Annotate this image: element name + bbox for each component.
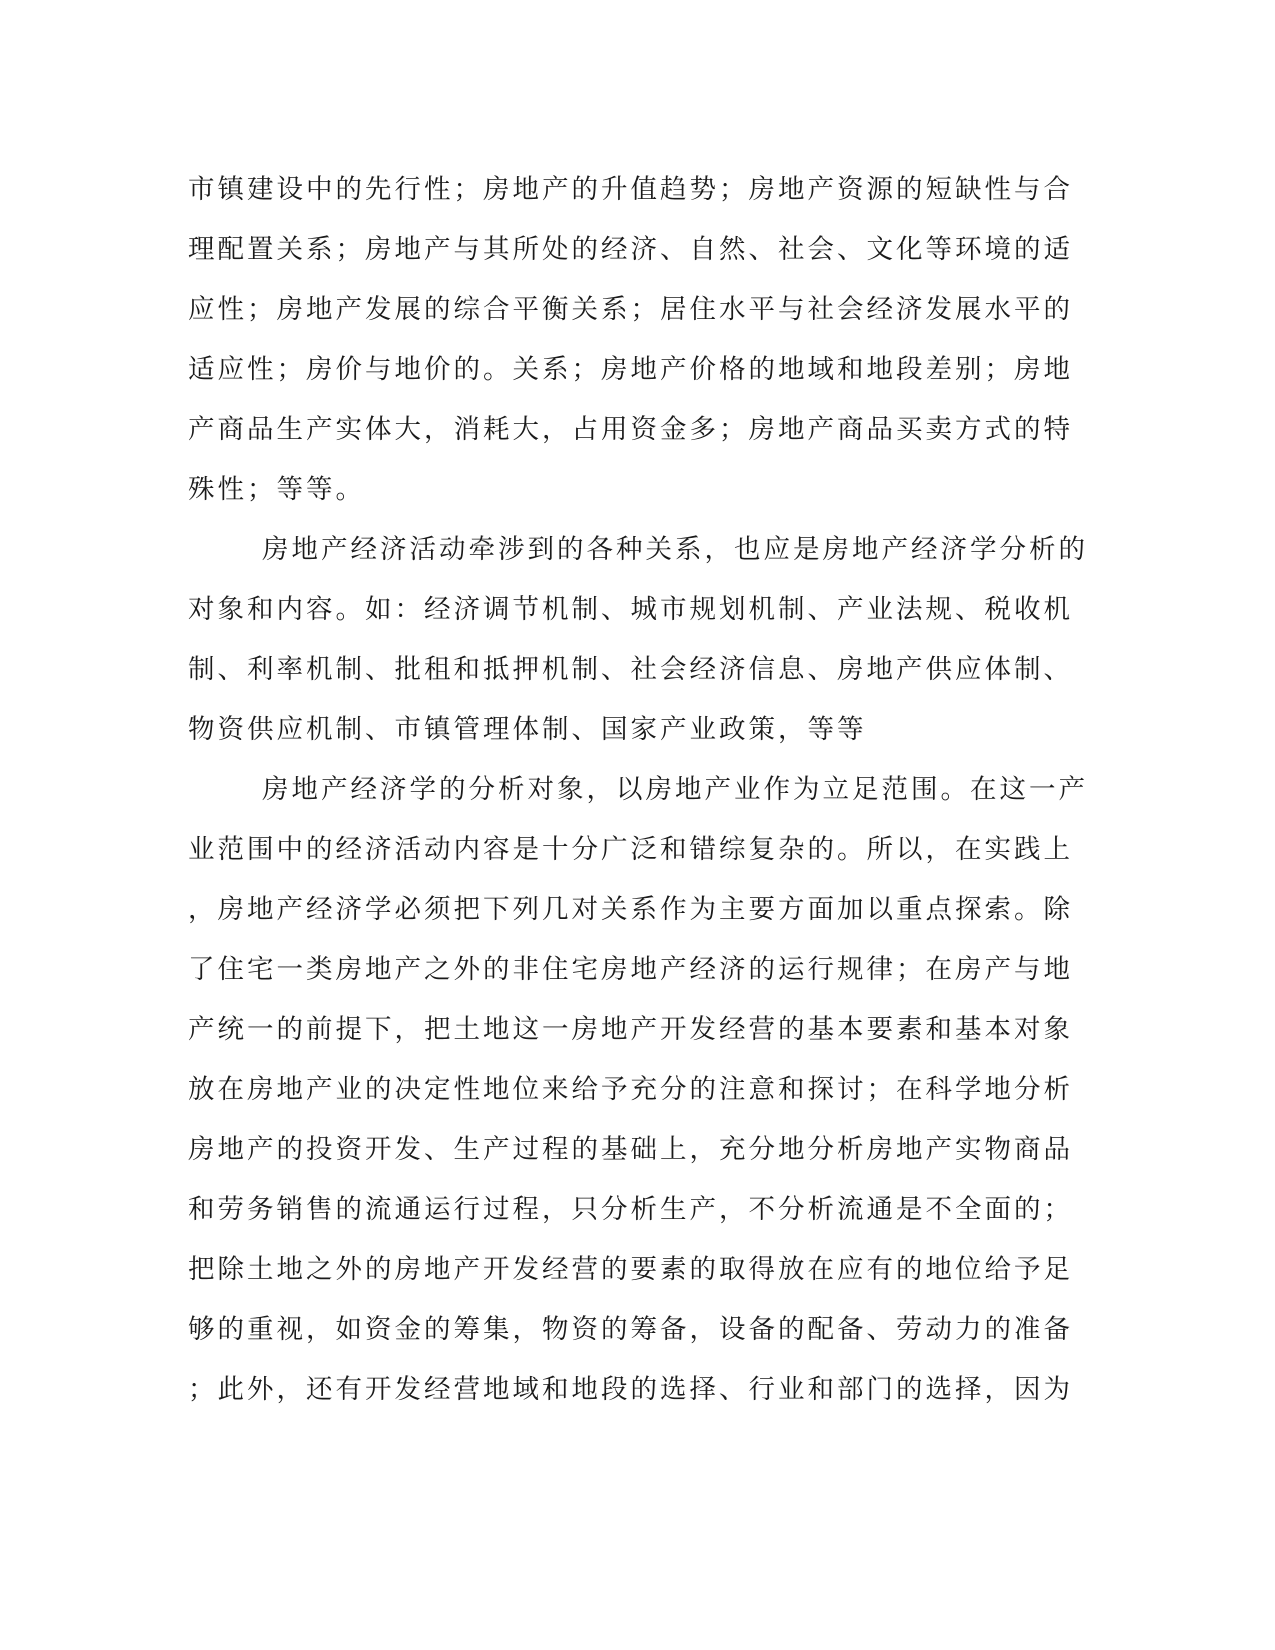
- text-line: 和劳务销售的流通运行过程，只分析生产，不分析流通是不全面的；: [188, 1194, 1073, 1225]
- text-line: 适应性；房价与地价的。关系；房地产价格的地域和地段差别；房地: [188, 354, 1073, 385]
- text-line: ，房地产经济学必须把下列几对关系作为主要方面加以重点探索。除: [188, 894, 1073, 925]
- text-line: 对象和内容。如：经济调节机制、城市规划机制、产业法规、税收机: [188, 594, 1073, 625]
- text-line: 业范围中的经济活动内容是十分广泛和错综复杂的。所以，在实践上: [188, 834, 1073, 865]
- text-line: 物资供应机制、市镇管理体制、国家产业政策，等等: [188, 714, 867, 745]
- text-line: ；此外，还有开发经营地域和地段的选择、行业和部门的选择，因为: [188, 1374, 1073, 1405]
- text-line: 应性；房地产发展的综合平衡关系；居住水平与社会经济发展水平的: [188, 294, 1073, 325]
- text-line: 房地产的投资开发、生产过程的基础上，充分地分析房地产实物商品: [188, 1134, 1073, 1165]
- body-text: [188, 160, 1088, 1420]
- paragraph-start-line: 房地产经济学的分析对象，以房地产业作为立足范围。在这一产: [262, 774, 1088, 805]
- text-line: 够的重视，如资金的筹集，物资的筹备，设备的配备、劳动力的准备: [188, 1314, 1073, 1345]
- text-line: 殊性；等等。: [188, 474, 365, 505]
- text-line: 放在房地产业的决定性地位来给予充分的注意和探讨；在科学地分析: [188, 1074, 1073, 1105]
- paragraph-start-line: 房地产经济活动牵涉到的各种关系，也应是房地产经济学分析的: [262, 534, 1088, 565]
- text-line: 理配置关系；房地产与其所处的经济、自然、社会、文化等环境的适: [188, 234, 1073, 265]
- text-line: 把除土地之外的房地产开发经营的要素的取得放在应有的地位给予足: [188, 1254, 1073, 1285]
- text-line: 产商品生产实体大，消耗大，占用资金多；房地产商品买卖方式的特: [188, 414, 1073, 445]
- text-line: 产统一的前提下，把土地这一房地产开发经营的基本要素和基本对象: [188, 1014, 1073, 1045]
- text-line: 了住宅一类房地产之外的非住宅房地产经济的运行规律；在房产与地: [188, 954, 1073, 985]
- text-line: 制、利率机制、批租和抵押机制、社会经济信息、房地产供应体制、: [188, 654, 1073, 685]
- text-line: 市镇建设中的先行性；房地产的升值趋势；房地产资源的短缺性与合: [188, 174, 1073, 205]
